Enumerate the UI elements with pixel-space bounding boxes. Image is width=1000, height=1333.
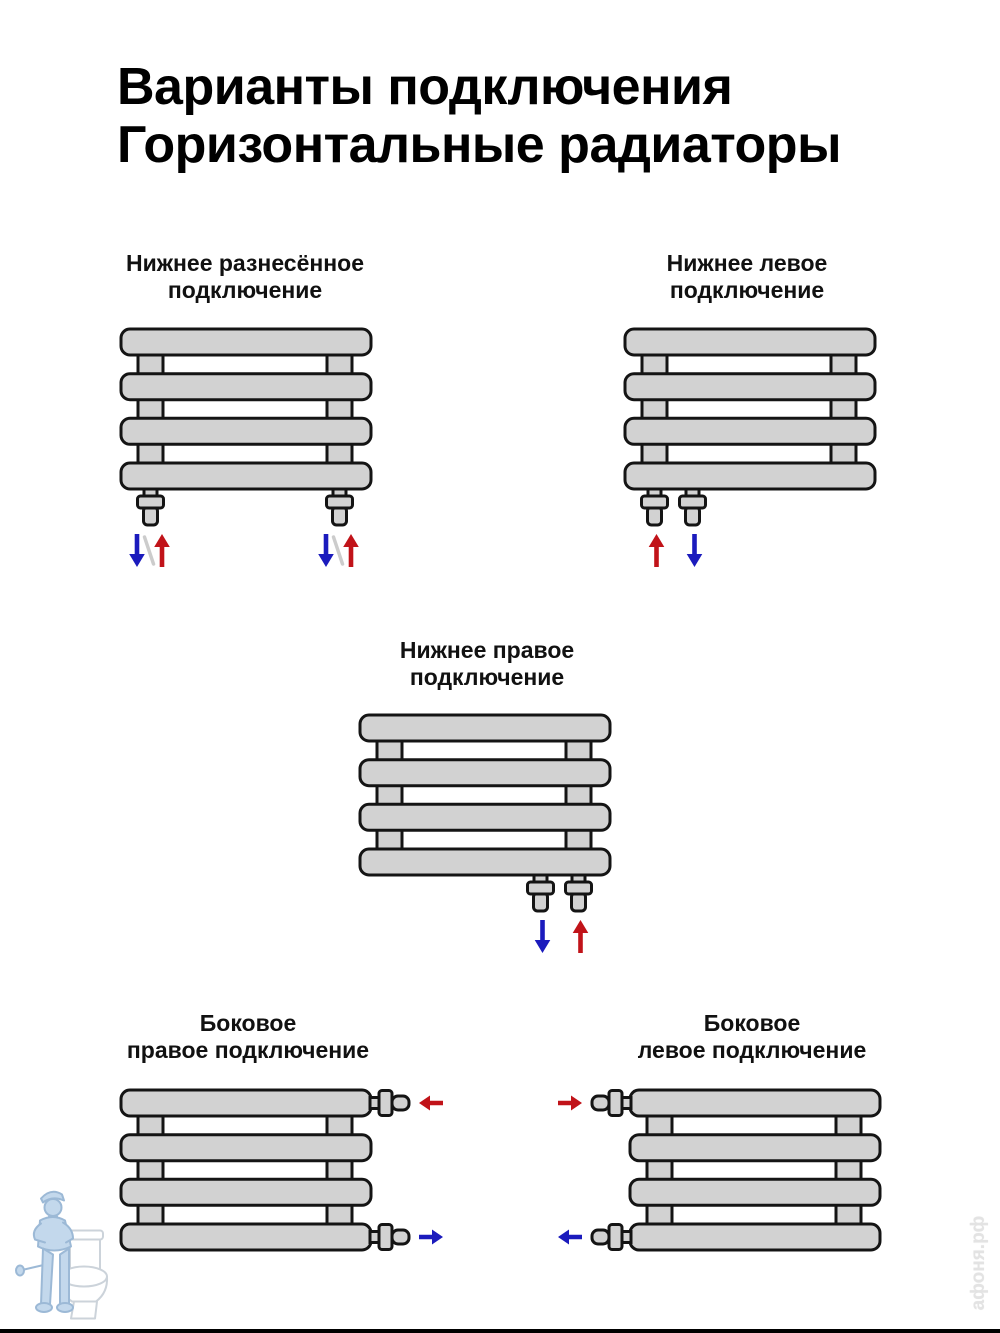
valve-nut	[609, 1091, 622, 1116]
diagram-bottom-left-connection	[587, 245, 907, 580]
valve-tail-pipe	[534, 893, 548, 911]
radiator-bar	[630, 1090, 880, 1116]
radiator-bar	[360, 804, 610, 830]
diagram-label: Нижнее правое подключение	[399, 637, 575, 690]
valve-nut	[528, 882, 554, 894]
radiator-diagram-side-left	[538, 1082, 888, 1258]
valve-nut	[379, 1225, 392, 1250]
radiator-diagram-side-right	[113, 1082, 463, 1258]
radiator-post	[642, 341, 667, 479]
valve-nut	[327, 496, 353, 508]
radiator-bar	[625, 418, 875, 444]
radiator-bar	[360, 849, 610, 875]
radiator-post	[566, 727, 591, 865]
radiator-bar	[360, 760, 610, 786]
return-flow-arrow	[558, 1230, 582, 1245]
radiator-diagram-bottom-right	[352, 709, 622, 961]
radiator-bar	[360, 715, 610, 741]
flow-divider-slash	[334, 537, 343, 564]
page-title	[117, 58, 841, 174]
radiator-bar	[121, 374, 371, 400]
valve-tail-pipe	[648, 507, 662, 525]
radiator-post	[831, 341, 856, 479]
valve-tail-pipe	[392, 1230, 409, 1244]
valve-tail-pipe	[333, 507, 347, 525]
flow-divider-slash	[145, 537, 154, 564]
supply-flow-arrow	[573, 920, 589, 953]
page-title-line2: Горизонтальные радиаторы	[117, 116, 841, 174]
diagram-label: Боковое правое подключение	[126, 1010, 370, 1063]
supply-flow-arrow	[649, 534, 665, 567]
radiator-bar	[625, 463, 875, 489]
return-flow-arrow	[535, 920, 551, 953]
return-flow-arrow	[419, 1230, 443, 1245]
diagram-bottom-spread-connection	[85, 245, 405, 580]
radiator-bar	[121, 329, 371, 355]
plumber-mascot-watermark	[14, 1184, 124, 1330]
radiator-diagram-bottom-spread	[113, 323, 383, 575]
radiator-bar	[121, 1090, 371, 1116]
valve-nut	[642, 496, 668, 508]
return-flow-arrow	[129, 534, 145, 567]
diagram-side-left-connection	[592, 1005, 912, 1265]
radiator-post	[327, 1102, 352, 1240]
diagram-label: Боковое левое подключение	[637, 1010, 867, 1063]
radiator-bar	[625, 329, 875, 355]
site-watermark-text: афоня.рф	[968, 1215, 989, 1311]
radiator-bar	[121, 1224, 371, 1250]
radiator-bar	[121, 1179, 371, 1205]
radiator-post	[138, 1102, 163, 1240]
valve-nut	[609, 1225, 622, 1250]
radiator-bar	[625, 374, 875, 400]
supply-flow-arrow	[419, 1096, 443, 1111]
radiator-bar	[121, 463, 371, 489]
diagram-side-right-connection	[88, 1005, 408, 1265]
valve-tail-pipe	[592, 1230, 609, 1244]
plumber-figure-icon	[16, 1192, 73, 1312]
return-flow-arrow	[687, 534, 703, 567]
page-title-line1: Варианты подключения	[117, 58, 733, 116]
radiator-post	[647, 1102, 672, 1240]
valve-tail-pipe	[144, 507, 158, 525]
valve-nut	[680, 496, 706, 508]
valve-nut	[379, 1091, 392, 1116]
diagram-bottom-right-connection	[327, 632, 647, 967]
radiator-diagram-bottom-left	[617, 323, 887, 575]
radiator-bar	[630, 1224, 880, 1250]
valve-tail-pipe	[686, 507, 700, 525]
return-flow-arrow	[318, 534, 334, 567]
supply-flow-arrow	[154, 534, 170, 567]
valve-nut	[566, 882, 592, 894]
diagram-label: Нижнее левое подключение	[666, 250, 828, 303]
radiator-post	[138, 341, 163, 479]
valve-tail-pipe	[392, 1096, 409, 1110]
radiator-post	[327, 341, 352, 479]
supply-flow-arrow	[343, 534, 359, 567]
supply-flow-arrow	[558, 1096, 582, 1111]
valve-nut	[138, 496, 164, 508]
valve-tail-pipe	[572, 893, 586, 911]
diagram-label: Нижнее разнесённое подключение	[125, 250, 365, 303]
radiator-post	[836, 1102, 861, 1240]
radiator-post	[377, 727, 402, 865]
radiator-bar	[121, 1135, 371, 1161]
page-bottom-border	[0, 1329, 1000, 1333]
valve-tail-pipe	[592, 1096, 609, 1110]
radiator-bar	[630, 1135, 880, 1161]
radiator-bar	[630, 1179, 880, 1205]
radiator-bar	[121, 418, 371, 444]
